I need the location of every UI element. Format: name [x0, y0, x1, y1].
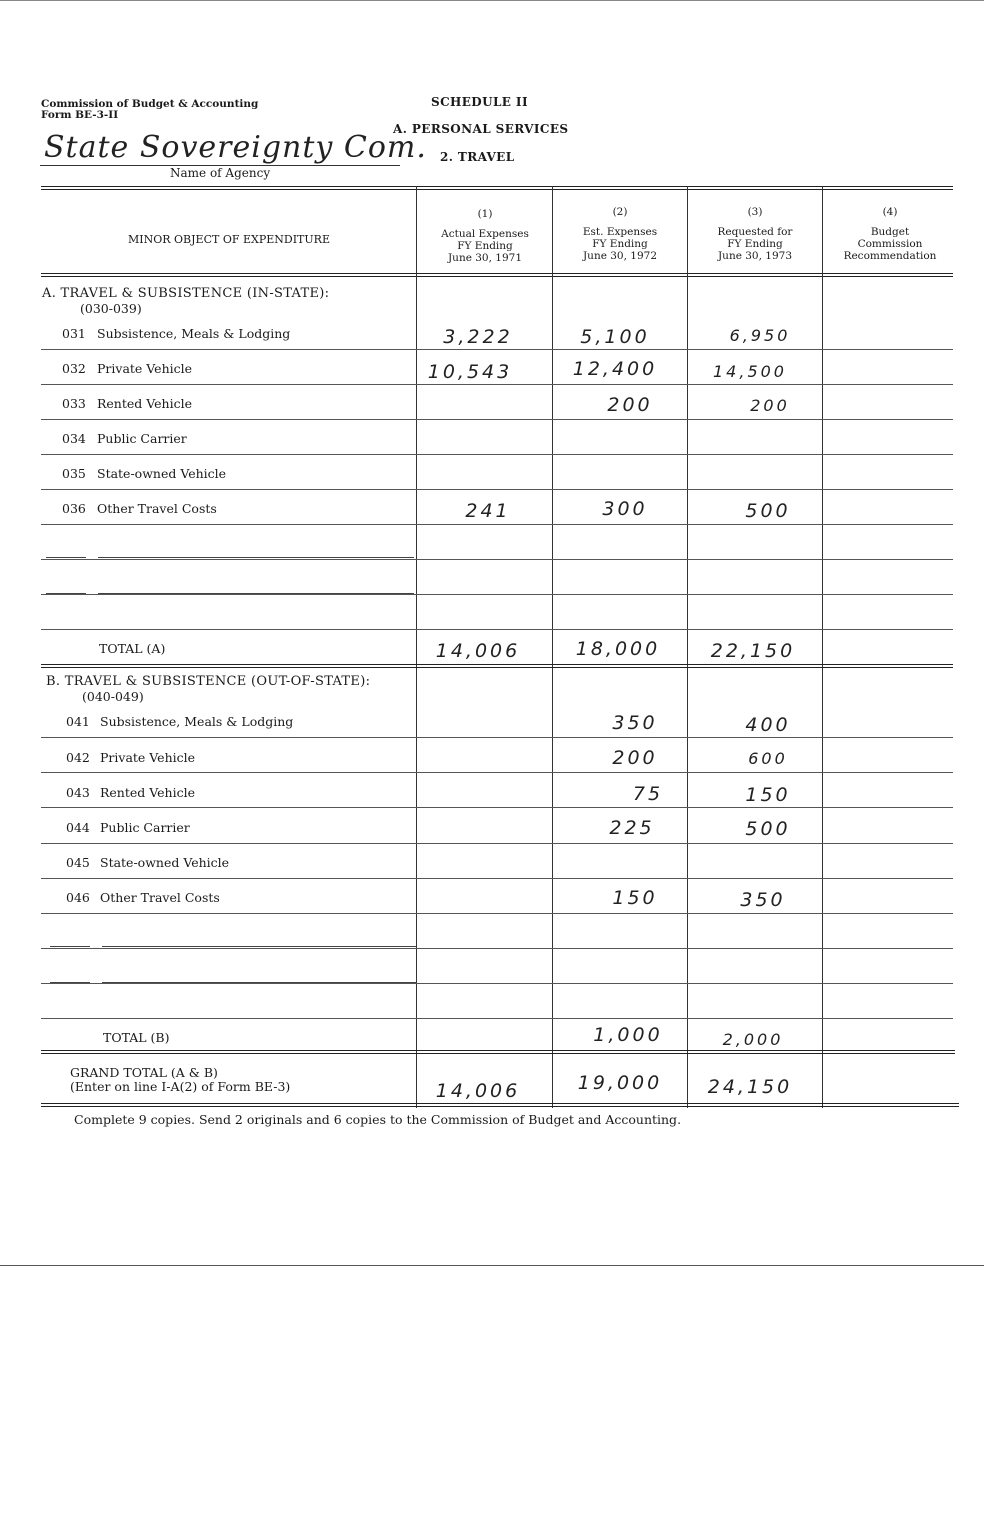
row-value-col2: 150: [612, 887, 658, 909]
section-b-range: (040-049): [82, 689, 144, 704]
row-code: 033: [62, 396, 86, 411]
commission-name: Commission of Budget & Accounting: [41, 98, 259, 110]
grand-total-col2: 19,000: [577, 1072, 663, 1094]
col3-header: (3) Requested for FY Ending June 30, 1973: [717, 206, 793, 262]
section-title: A. PERSONAL SERVICES: [393, 122, 569, 136]
grand-total-col3: 24,150: [707, 1076, 793, 1098]
form-number: Form BE-3-II: [41, 109, 119, 121]
col2-header: (2) Est. Expenses FY Ending June 30, 1972: [582, 206, 658, 262]
row-value-col2: 300: [602, 498, 648, 520]
section-a-title: A. TRAVEL & SUBSISTENCE (IN-STATE):: [42, 286, 330, 301]
row-code: 035: [62, 466, 86, 481]
scan-edge-top: [0, 0, 984, 1]
total-a-label: TOTAL (A): [99, 641, 166, 656]
row-code: 046: [66, 890, 90, 905]
col4-header: (4) Budget Commission Recommendation: [843, 206, 937, 262]
grand-total-col1: 14,006: [435, 1080, 521, 1102]
row-value-col3: 150: [745, 784, 791, 806]
row-label: Public Carrier: [100, 820, 190, 835]
total-a-col1: 14,006: [435, 640, 521, 662]
schedule-title: SCHEDULE II: [431, 95, 528, 109]
row-value-col3: 600: [748, 749, 788, 768]
total-b-col3: 2,000: [722, 1030, 784, 1049]
row-label: Other Travel Costs: [97, 501, 217, 516]
row-value-col3: 500: [745, 818, 791, 840]
row-value-col2: 225: [609, 817, 655, 839]
total-b-label: TOTAL (B): [103, 1030, 170, 1045]
row-label: Public Carrier: [97, 431, 187, 446]
row-label: State-owned Vehicle: [100, 855, 230, 870]
agency-label: Name of Agency: [170, 166, 271, 180]
row-value-col3: 14,500: [713, 362, 787, 381]
row-value-col1: 241: [465, 500, 511, 522]
row-value-col1: 10,543: [427, 361, 513, 383]
row-value-col2: 200: [607, 394, 653, 416]
row-label: Private Vehicle: [97, 361, 193, 376]
section-a-range: (030-039): [80, 301, 142, 316]
row-code: 036: [62, 501, 86, 516]
subsection-title: 2. TRAVEL: [440, 150, 515, 164]
footer-note: Complete 9 copies. Send 2 originals and 6 copies to the Commission of Budget and Accounting.: [74, 1112, 682, 1127]
row-label: Subsistence, Meals & Lodging: [97, 326, 291, 341]
total-a-col3: 22,150: [710, 640, 796, 662]
grand-total-label: GRAND TOTAL (A & B): [70, 1065, 218, 1080]
row-value-col3: 200: [750, 396, 790, 415]
row-value-col3: 350: [740, 889, 786, 911]
col1-header: (1) Actual Expenses FY Ending June 30, 1971: [441, 208, 529, 264]
row-value-col2: 12,400: [572, 358, 658, 380]
row-label: Rented Vehicle: [97, 396, 192, 411]
row-label: State-owned Vehicle: [97, 466, 227, 481]
row-code: 032: [62, 361, 86, 376]
total-a-col2: 18,000: [575, 638, 661, 660]
row-value-col1: 3,222: [443, 326, 513, 348]
row-code: 044: [66, 820, 90, 835]
row-code: 045: [66, 855, 90, 870]
row-value-col3: 500: [745, 500, 791, 522]
scan-edge-line: [0, 1265, 984, 1266]
row-code: 031: [62, 326, 86, 341]
row-label: Rented Vehicle: [100, 785, 195, 800]
row-value-col3: 6,950: [729, 326, 791, 345]
row-value-col3: 400: [745, 714, 791, 736]
total-b-col2: 1,000: [593, 1024, 663, 1046]
row-label: Other Travel Costs: [100, 890, 220, 905]
row-code: 041: [66, 714, 90, 729]
row-label: Subsistence, Meals & Lodging: [100, 714, 294, 729]
row-code: 042: [66, 750, 90, 765]
row-value-col2: 200: [612, 747, 658, 769]
object-header: MINOR OBJECT OF EXPENDITURE: [128, 233, 330, 246]
row-value-col2: 5,100: [580, 326, 650, 348]
grand-total-instruction: (Enter on line I-A(2) of Form BE-3): [70, 1079, 291, 1094]
section-b-title: B. TRAVEL & SUBSISTENCE (OUT-OF-STATE):: [46, 674, 371, 689]
row-code: 043: [66, 785, 90, 800]
row-code: 034: [62, 431, 86, 446]
row-value-col2: 75: [632, 783, 664, 805]
row-value-col2: 350: [612, 712, 658, 734]
row-label: Private Vehicle: [100, 750, 196, 765]
agency-name-handwritten: State Sovereignty Com.: [44, 130, 427, 165]
